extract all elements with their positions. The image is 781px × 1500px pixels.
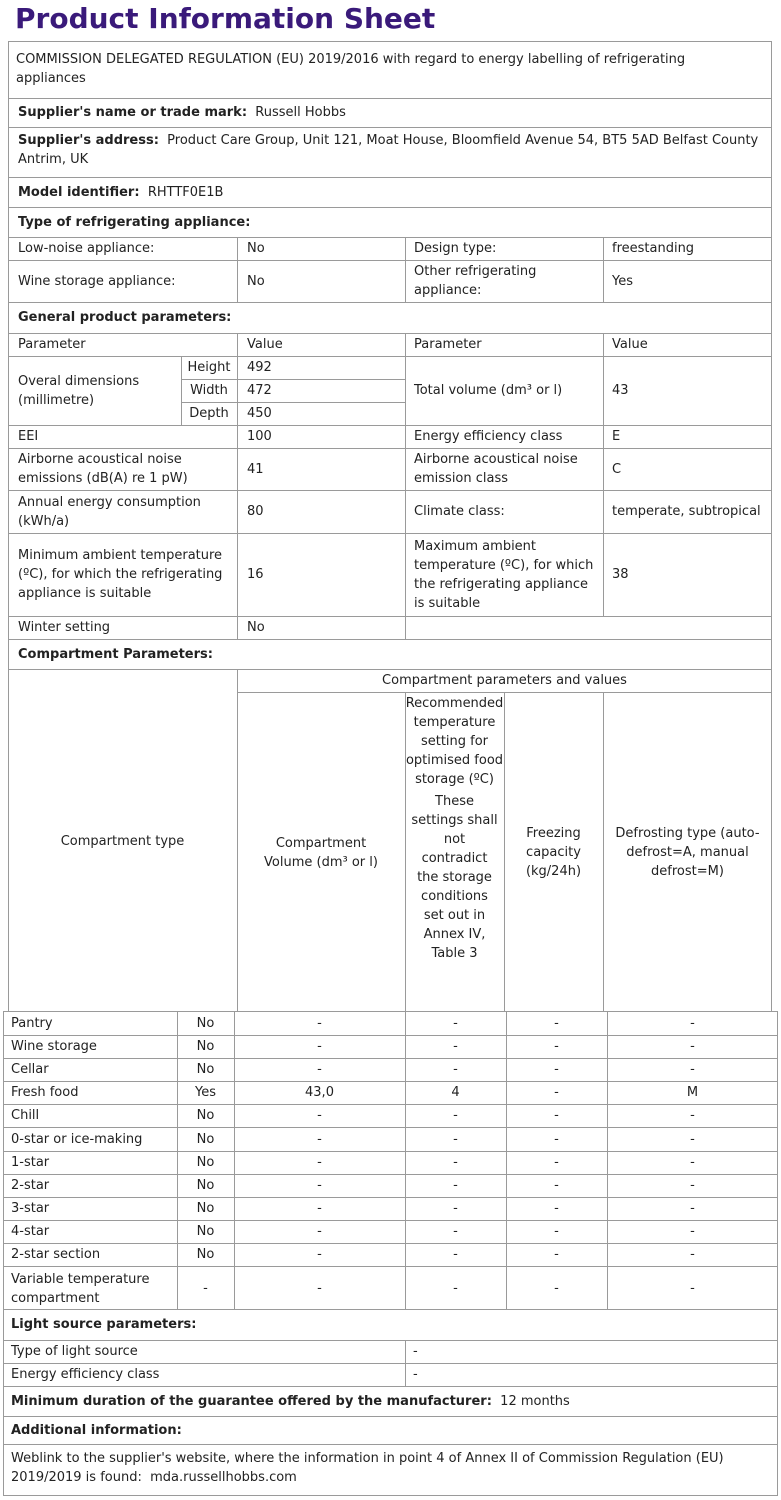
compartment-defrost-cell: - (690, 1131, 695, 1147)
compartment-temp-cell: - (453, 1155, 458, 1170)
compartment-name-cell: 4-star (11, 1224, 50, 1239)
annual-energy-value: 80 (247, 504, 264, 519)
compartment-present-cell: No (196, 1015, 215, 1031)
guarantee-row (3, 1386, 778, 1416)
compartment-volume-cell: - (317, 1201, 322, 1216)
compartment-defrost-cell: - (690, 1247, 695, 1262)
design-type-value: freestanding (612, 241, 695, 256)
compartment-defrost-cell: - (690, 1062, 695, 1077)
compartment-volume-cell: 43,0 (305, 1085, 334, 1100)
model-identifier-value: RHTTF0E1B (147, 184, 224, 200)
compartment-temp-cell: - (453, 1178, 458, 1193)
compartment-volume-cell: - (317, 1062, 322, 1077)
compartment-name-cell: Pantry (11, 1015, 53, 1031)
height-label: Height (187, 360, 231, 375)
eei-label: EEI (18, 429, 39, 444)
compartment-temp-cell: - (453, 1039, 458, 1054)
compartment-defrost-cell: - (690, 1201, 695, 1216)
low-noise-value: No (247, 241, 265, 256)
page-title: Product Information Sheet (15, 2, 436, 35)
weblink-description: Weblink to the supplier's website, where the information in point 4 of Annex II of Commission Regulation (EU) 2019/2019 is found: (11, 1451, 724, 1485)
supplier-address-value: Product Care Group, Unit 121, Moat House, Bloomfield Avenue 54, BT5 5AD Belfast County Antrim, UK (18, 133, 759, 167)
compartment-temp-cell: - (453, 1062, 458, 1077)
supplier-name-row (8, 98, 772, 127)
compartment-freezing-cell: - (554, 1015, 559, 1031)
col-value-left: Value (247, 337, 283, 352)
min-temp-value: 16 (247, 567, 264, 582)
noise-emissions-value: 41 (247, 461, 264, 477)
freezing-header: Freezing capacity (kg/24h) (525, 826, 582, 879)
noise-class-label: Airborne acoustical noise emission class (414, 452, 578, 486)
max-temp-value: 38 (612, 567, 629, 582)
compartment-present-cell: No (196, 1131, 215, 1147)
compartment-freezing-cell: - (554, 1131, 559, 1147)
compartment-present-cell: No (196, 1201, 215, 1216)
compartment-volume-cell: - (317, 1108, 322, 1123)
compartment-freezing-cell: - (554, 1247, 559, 1262)
compartment-temp-cell: 4 (451, 1085, 460, 1100)
compartment-values-header: Compartment parameters and values (382, 673, 627, 688)
compartment-volume-cell: - (317, 1178, 322, 1193)
supplier-address-label: Supplier's address: (18, 133, 159, 148)
compartment-present-cell: No (196, 1224, 215, 1239)
compartment-defrost-cell: - (690, 1155, 695, 1170)
noise-emissions-label: Airborne acoustical noise emissions (dB(A) re 1 pW) (18, 452, 188, 486)
climate-class-label: Climate class: (414, 504, 505, 519)
light-energy-class-value: - (413, 1367, 418, 1382)
compartment-name-cell: Cellar (11, 1062, 49, 1077)
additional-info-heading: Additional information: (11, 1422, 182, 1438)
compartment-temp-cell: - (453, 1247, 458, 1262)
light-type-label: Type of light source (11, 1344, 138, 1359)
compartment-volume-cell: - (317, 1015, 322, 1031)
compartment-type-header: Compartment type (60, 833, 185, 849)
noise-class-value: C (612, 461, 622, 477)
light-source-heading: Light source parameters: (11, 1317, 197, 1332)
light-type-value: - (413, 1344, 418, 1359)
temperature-header (405, 692, 504, 1013)
compartment-name-cell: Fresh food (11, 1085, 79, 1100)
compartment-name-cell: Variable temperature compartment (11, 1271, 150, 1306)
compartment-temp-cell: - (453, 1108, 458, 1123)
width-label: Width (190, 383, 228, 398)
compartment-freezing-cell: - (554, 1062, 559, 1077)
appliance-type-heading: Type of refrigerating appliance: (18, 214, 251, 230)
total-volume-label: Total volume (dm³ or l) (414, 383, 563, 398)
compartment-freezing-cell: - (554, 1281, 559, 1296)
col-parameter-left: Parameter (18, 337, 86, 352)
compartment-present-cell: No (196, 1062, 215, 1077)
compartment-present-cell: Yes (195, 1085, 216, 1100)
compartment-present-cell: - (203, 1281, 208, 1296)
compartment-name-cell: Chill (11, 1108, 40, 1123)
compartment-present-cell: No (196, 1247, 215, 1262)
min-temp-label: Minimum ambient temperature (ºC), for which the refrigerating appliance is suitable (18, 548, 223, 601)
supplier-name-value: Russell Hobbs (255, 105, 346, 120)
supplier-name-label: Supplier's name or trade mark: (18, 105, 248, 120)
compartment-temp-cell: - (453, 1224, 458, 1239)
other-appliance-label: Other refrigerating appliance: (414, 264, 537, 298)
winter-setting-label: Winter setting (18, 620, 111, 635)
compartment-present-cell: No (196, 1178, 215, 1193)
height-value: 492 (247, 360, 272, 375)
compartment-defrost-cell: - (690, 1224, 695, 1239)
col-value-right: Value (612, 337, 648, 352)
guarantee-value: 12 months (500, 1393, 570, 1409)
compartment-name-cell: 1-star (11, 1155, 50, 1170)
temperature-header-text: Recommended temperature setting for optimised food storage (ºC) (405, 696, 504, 787)
compartment-temp-cell: - (453, 1131, 458, 1147)
width-value: 472 (247, 383, 272, 398)
compartment-defrost-cell: - (690, 1281, 695, 1296)
energy-class-value: E (612, 429, 621, 444)
compartment-volume-cell: - (317, 1281, 322, 1296)
temperature-header-note: These settings shall not contradict the storage conditions set out in Annex IV, Table 3 (411, 794, 498, 961)
compartment-defrost-cell: - (690, 1178, 695, 1193)
regulation-text: COMMISSION DELEGATED REGULATION (EU) 2019/2016 with regard to energy labelling of refrigerating appliances (16, 52, 686, 86)
design-type-label: Design type: (414, 241, 497, 256)
volume-header: Compartment Volume (dm³ or l) (264, 835, 378, 870)
compartment-defrost-cell: - (690, 1015, 695, 1031)
light-energy-class-label: Energy efficiency class (11, 1367, 160, 1382)
supplier-weblink[interactable]: mda.russellhobbs.com (150, 1470, 297, 1485)
wine-storage-label: Wine storage appliance: (18, 273, 176, 289)
compartment-defrost-cell: - (690, 1108, 695, 1123)
depth-label: Depth (189, 406, 229, 421)
compartment-freezing-cell: - (554, 1085, 559, 1100)
compartment-defrost-cell: M (686, 1085, 699, 1100)
compartment-freezing-cell: - (554, 1155, 559, 1170)
compartment-freezing-cell: - (554, 1039, 559, 1054)
model-identifier-label: Model identifier: (18, 184, 140, 200)
annual-energy-label: Annual energy consumption (kWh/a) (18, 494, 201, 529)
compartment-present-cell: No (196, 1155, 215, 1170)
compartment-freezing-cell: - (554, 1178, 559, 1193)
compartment-freezing-cell: - (554, 1201, 559, 1216)
compartment-name-cell: 0-star or ice-making (11, 1131, 143, 1147)
compartment-volume-cell: - (317, 1039, 322, 1054)
compartment-name-cell: 2-star section (11, 1247, 101, 1262)
compartment-volume-cell: - (317, 1247, 322, 1262)
compartment-freezing-cell: - (554, 1108, 559, 1123)
compartment-volume-cell: - (317, 1131, 322, 1147)
compartment-temp-cell: - (453, 1015, 458, 1031)
compartment-name-cell: Wine storage (11, 1039, 97, 1054)
compartment-defrost-cell: - (690, 1039, 695, 1054)
general-parameters-heading: General product parameters: (18, 310, 232, 325)
total-volume-value: 43 (612, 383, 629, 398)
low-noise-label: Low-noise appliance: (18, 241, 155, 256)
dimensions-label: Overal dimensions (millimetre) (18, 373, 140, 408)
compartment-freezing-cell: - (554, 1224, 559, 1239)
guarantee-label: Minimum duration of the guarantee offered by the manufacturer: (11, 1393, 492, 1409)
compartment-present-cell: No (196, 1039, 215, 1054)
other-appliance-value: Yes (612, 273, 633, 289)
compartment-temp-cell: - (453, 1281, 458, 1296)
wine-storage-value: No (247, 273, 265, 289)
compartment-volume-cell: - (317, 1155, 322, 1170)
compartment-heading: Compartment Parameters: (18, 646, 213, 662)
compartment-present-cell: No (196, 1108, 215, 1123)
defrost-header: Defrosting type (auto-defrost=A, manual defrost=M) (615, 826, 760, 879)
compartment-name-cell: 3-star (11, 1201, 50, 1216)
supplier-address-row (8, 127, 772, 177)
winter-setting-value: No (247, 620, 265, 635)
energy-class-label: Energy efficiency class (414, 429, 563, 444)
eei-value: 100 (247, 429, 272, 444)
depth-value: 450 (247, 406, 272, 421)
max-temp-label: Maximum ambient temperature (ºC), for which the refrigerating appliance is suitable (414, 538, 594, 611)
climate-class-value: temperate, subtropical (612, 504, 761, 519)
compartment-name-cell: 2-star (11, 1178, 50, 1193)
compartment-temp-cell: - (453, 1201, 458, 1216)
additional-info-text (3, 1444, 778, 1496)
model-identifier-row (8, 177, 772, 207)
compartment-volume-cell: - (317, 1224, 322, 1239)
col-parameter-right: Parameter (414, 337, 482, 352)
